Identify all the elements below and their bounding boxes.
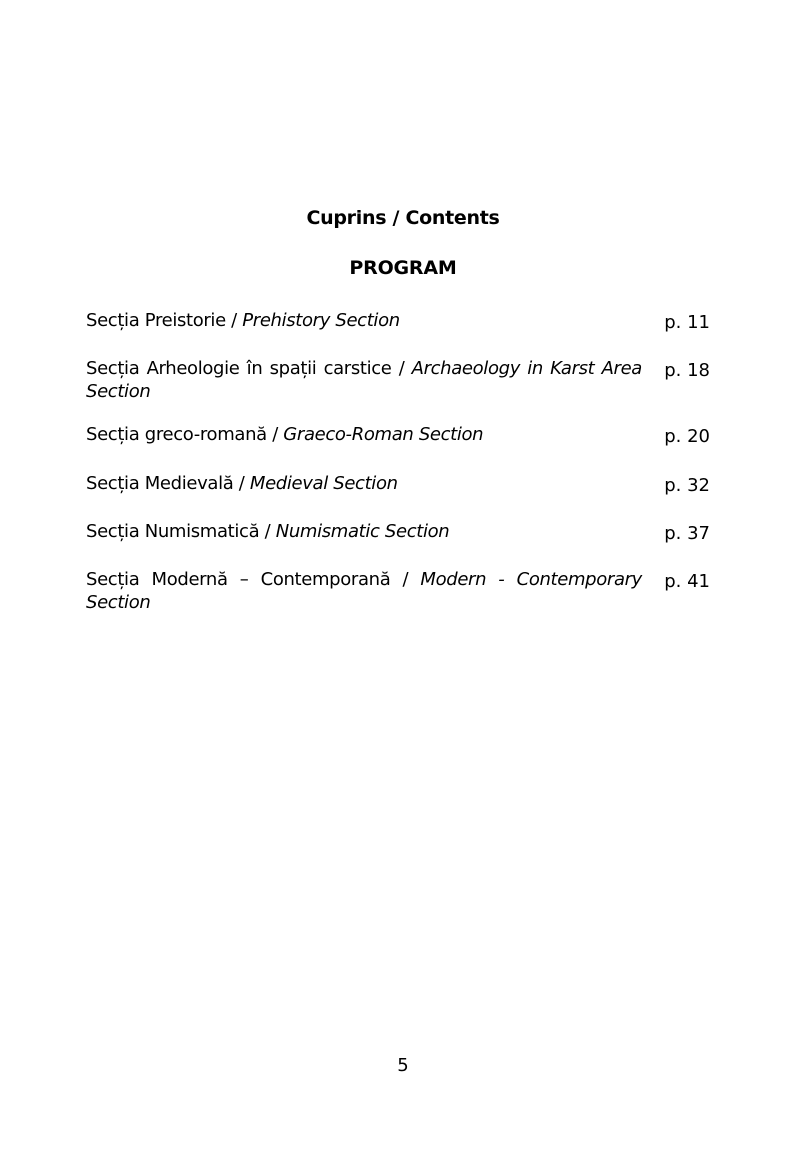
page-number: 5 <box>397 1055 409 1076</box>
toc-entry-medieval <box>86 472 712 495</box>
toc-entry-text <box>86 357 642 403</box>
toc-entry-text <box>86 472 642 495</box>
toc-entry-title-ro: Secția greco-romană / <box>86 424 278 445</box>
toc-entry-text <box>86 309 642 332</box>
toc-entry-title-en: Graeco-Roman Section <box>283 424 484 445</box>
toc-entry-title-ro: Secția Numismatică / <box>86 521 271 542</box>
toc-entry-modern <box>86 568 712 614</box>
toc-entry-text <box>86 423 642 446</box>
toc-entry-page: p. 37 <box>664 523 710 544</box>
toc-entry-page: p. 18 <box>664 360 710 381</box>
toc-entry-prehistory <box>86 309 712 332</box>
section-heading: PROGRAM <box>349 257 457 279</box>
toc-entry-title-en: Numismatic Section <box>275 521 450 542</box>
table-of-contents <box>86 309 712 614</box>
toc-entry-text <box>86 520 642 543</box>
toc-entry-text <box>86 568 642 614</box>
toc-entry-title-en: Archaeology in Karst Area Section <box>86 358 642 402</box>
toc-entry-page: p. 11 <box>664 312 710 333</box>
toc-entry-page: p. 32 <box>664 475 710 496</box>
toc-entry-title-ro: Secția Medievală / <box>86 473 245 494</box>
toc-entry-page: p. 41 <box>664 571 710 592</box>
toc-entry-title-en: Modern - Contemporary Section <box>86 569 642 613</box>
toc-entry-title-ro: Secția Modernă – Contemporană / <box>86 569 409 590</box>
toc-entry-page: p. 20 <box>664 426 710 447</box>
toc-entry-title-ro: Secția Arheologie în spații carstice / <box>86 358 405 379</box>
toc-entry-title-en: Prehistory Section <box>242 310 400 331</box>
toc-entry-karst <box>86 357 712 403</box>
toc-entry-numismatic <box>86 520 712 543</box>
toc-entry-title-ro: Secția Preistorie / <box>86 310 237 331</box>
toc-entry-graeco-roman <box>86 423 712 446</box>
toc-entry-title-en: Medieval Section <box>249 473 398 494</box>
page-title: Cuprins / Contents <box>306 207 500 229</box>
